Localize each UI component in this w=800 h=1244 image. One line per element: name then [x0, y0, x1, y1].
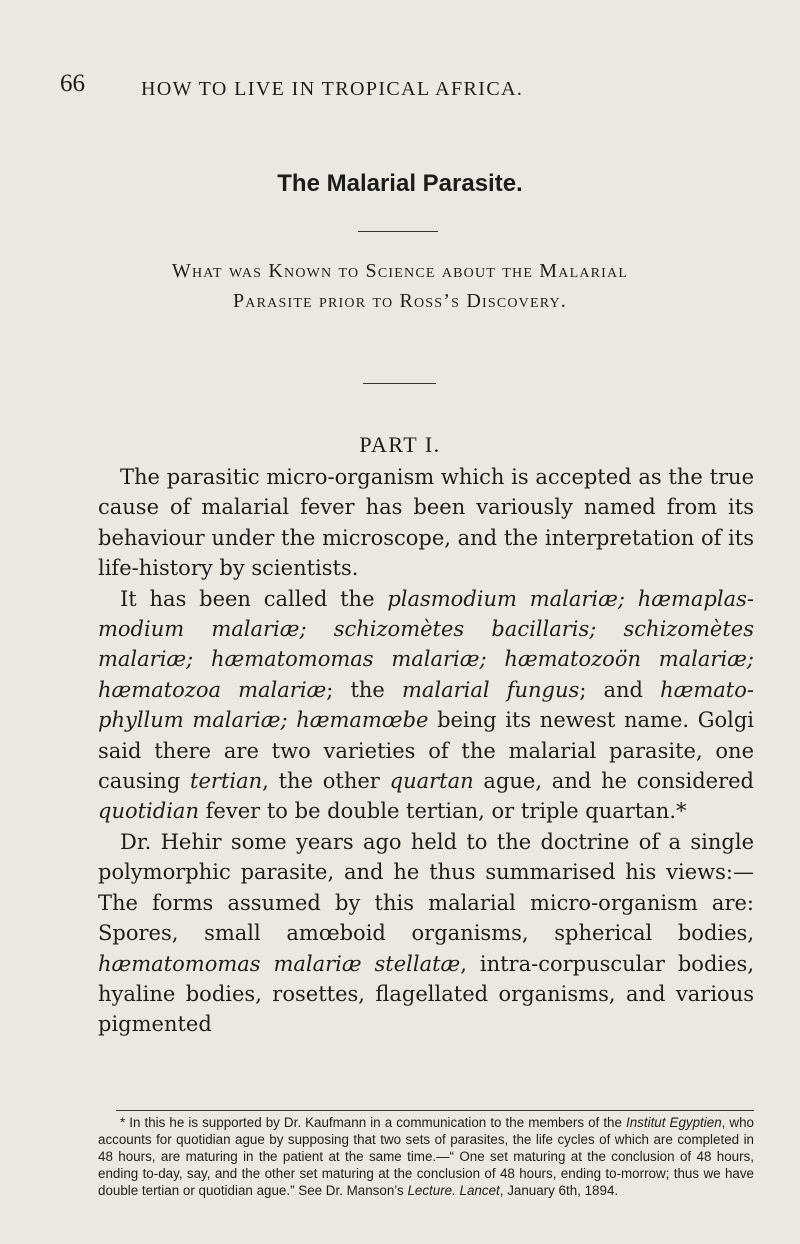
footnote-rule: [116, 1110, 754, 1111]
running-head: [60, 70, 750, 106]
chapter-heading: The Malarial Parasite.: [277, 170, 523, 197]
subheading-line-2: Parasite prior to Ross’s Discovery.: [232, 290, 568, 312]
subheading-line-1: What was Known to Science about the Malarial: [171, 260, 629, 282]
part-title: PART I.: [359, 432, 441, 457]
body-text: [98, 462, 754, 1040]
footnote: * In this he is supported by Dr. Kaufmann in a communication to the members of the Institut Egyptien, who accounts for quotidian ague by supposing that two sets of parasites, the life cycles of which are completed in 48 hours, are maturing in the patient at the same time.—“ One set maturing at the conclusion of 48 hours, ending to-day, say, and the other set maturing at the conclusion of 48 hours, ending to-morrow; thus we have double tertian or quotidian ague.” See Dr. Manson’s Lecture. Lancet, January 6th, 1894.: [98, 1115, 754, 1198]
paragraph: The parasitic micro-organism which is accepted as the true cause of malarial fever has been variously named from its behaviour under the microscope, and the interpretation of its life-history by scientists.: [98, 465, 754, 581]
divider-rule: [363, 383, 436, 384]
page-number: 66: [60, 70, 85, 97]
paragraph: Dr. Hehir some years ago held to the doctrine of a single polymorphic parasite, and he thus summarised his views:— The forms assumed by this malarial micro-organism are: Spores, small amœboid organisms, spherical bodies, hæmatomomas malariæ stellatæ, intra-corpuscular bodies, hyaline bodies, rosettes, flagellated organisms, and various pigmented: [98, 829, 754, 1037]
divider-rule: [358, 231, 438, 232]
paragraph: It has been called the plasmodium malariæ; hæmaplasmodium malariæ; schizomètes bacillaris; schizomètes malariæ; hæmatomomas malariæ; hæmatozoön malariæ; hæmatozoa malariæ; the malarial fungus; and hæmatophyllum malariæ; hæmamœbe being its newest name. Golgi said there are two varieties of the malarial parasite, one causing tertian, the other quartan ague, and he considered quotidian fever to be double tertian, or triple quartan.*: [98, 586, 755, 824]
running-head-title: HOW TO LIVE IN TROPICAL AFRICA.: [141, 78, 524, 100]
